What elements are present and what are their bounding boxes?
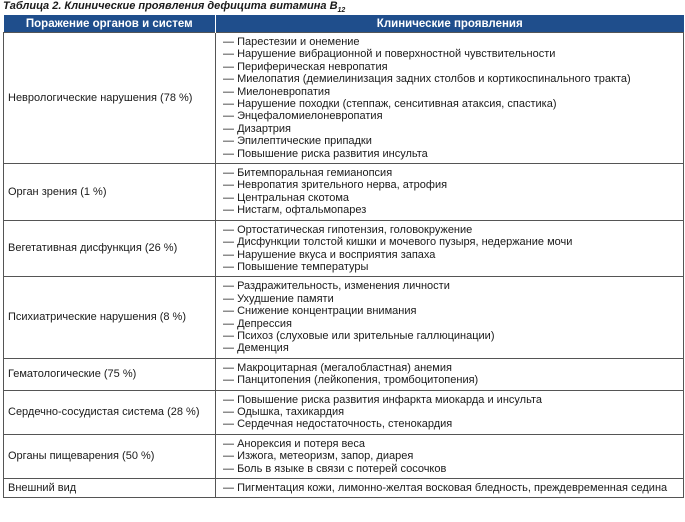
list-item: — Одышка, тахикардия — [223, 406, 679, 418]
list-item: — Повышение риска развития инсульта — [223, 148, 679, 160]
caption-subscript: 12 — [337, 7, 346, 14]
list-item: — Повышение риска развития инфаркта миокарда и инсульта — [223, 394, 679, 406]
table-row — [4, 277, 684, 358]
table-header-row — [4, 15, 684, 33]
list-item: — Дисфункции толстой кишки и мочевого пузыря, недержание мочи — [223, 236, 679, 248]
row-manifestations — [216, 33, 684, 164]
list-item: — Сердечная недостаточность, стенокардия — [223, 418, 679, 430]
list-item: — Раздражительность, изменения личности — [223, 280, 679, 292]
list-item: — Ортостатическая гипотензия, головокружение — [223, 224, 679, 236]
table-row — [4, 164, 684, 221]
row-category: Гематологические (75 %) — [4, 358, 216, 390]
clinical-manifestations-table — [3, 15, 684, 498]
list-item: — Эпилептические припадки — [223, 135, 679, 147]
list-item: — Дизартрия — [223, 123, 679, 135]
table-row — [4, 434, 684, 478]
row-category: Психиатрические нарушения (8 %) — [4, 277, 216, 358]
list-item: — Нарушение вкуса и восприятия запаха — [223, 249, 679, 261]
row-category: Органы пищеварения (50 %) — [4, 434, 216, 478]
list-item: — Деменция — [223, 342, 679, 354]
table-row — [4, 390, 684, 434]
table-row — [4, 220, 684, 277]
row-manifestations — [216, 479, 684, 498]
table-row — [4, 358, 684, 390]
list-item: — Парестезии и онемение — [223, 36, 679, 48]
list-item: — Периферическая невропатия — [223, 61, 679, 73]
list-item: — Пигментация кожи, лимонно-желтая восковая бледность, преждевременная седина — [223, 482, 679, 494]
list-item: — Психоз (слуховые или зрительные галлюцинации) — [223, 330, 679, 342]
list-item: — Миелопатия (демиелинизация задних столбов и кортикоспинального тракта) — [223, 73, 679, 85]
row-manifestations — [216, 434, 684, 478]
list-item: — Невропатия зрительного нерва, атрофия — [223, 179, 679, 191]
list-item: — Энцефаломиелоневропатия — [223, 110, 679, 122]
table-row — [4, 479, 684, 498]
list-item: — Повышение температуры — [223, 261, 679, 273]
caption-text: Таблица 2. Клинические проявления дефицита витамина B — [3, 0, 338, 12]
list-item: — Нистагм, офтальмопарез — [223, 204, 679, 216]
row-manifestations — [216, 277, 684, 358]
row-category: Сердечно-сосудистая система (28 %) — [4, 390, 216, 434]
row-manifestations — [216, 390, 684, 434]
column-header-manifestations: Клинические проявления — [216, 15, 684, 33]
row-category: Орган зрения (1 %) — [4, 164, 216, 221]
row-category: Неврологические нарушения (78 %) — [4, 33, 216, 164]
list-item: — Депрессия — [223, 318, 679, 330]
list-item: — Панцитопения (лейкопения, тромбоцитопения) — [223, 374, 679, 386]
list-item: — Битемпоральная гемианопсия — [223, 167, 679, 179]
list-item: — Нарушение вибрационной и поверхностной чувствительности — [223, 48, 679, 60]
list-item: — Изжога, метеоризм, запор, диарея — [223, 450, 679, 462]
row-manifestations — [216, 164, 684, 221]
list-item: — Нарушение походки (степпаж, сенситивная атаксия, спастика) — [223, 98, 679, 110]
table-caption — [3, 0, 345, 14]
row-manifestations — [216, 358, 684, 390]
list-item: — Центральная скотома — [223, 192, 679, 204]
list-item: — Ухудшение памяти — [223, 293, 679, 305]
column-header-organs: Поражение органов и систем — [4, 15, 216, 33]
row-manifestations — [216, 220, 684, 277]
table-row — [4, 33, 684, 164]
list-item: — Макроцитарная (мегалобластная) анемия — [223, 362, 679, 374]
list-item: — Боль в языке в связи с потерей сосочков — [223, 463, 679, 475]
row-category: Внешний вид — [4, 479, 216, 498]
list-item: — Миелоневропатия — [223, 86, 679, 98]
row-category: Вегетативная дисфункция (26 %) — [4, 220, 216, 277]
list-item: — Анорексия и потеря веса — [223, 438, 679, 450]
list-item: — Снижение концентрации внимания — [223, 305, 679, 317]
